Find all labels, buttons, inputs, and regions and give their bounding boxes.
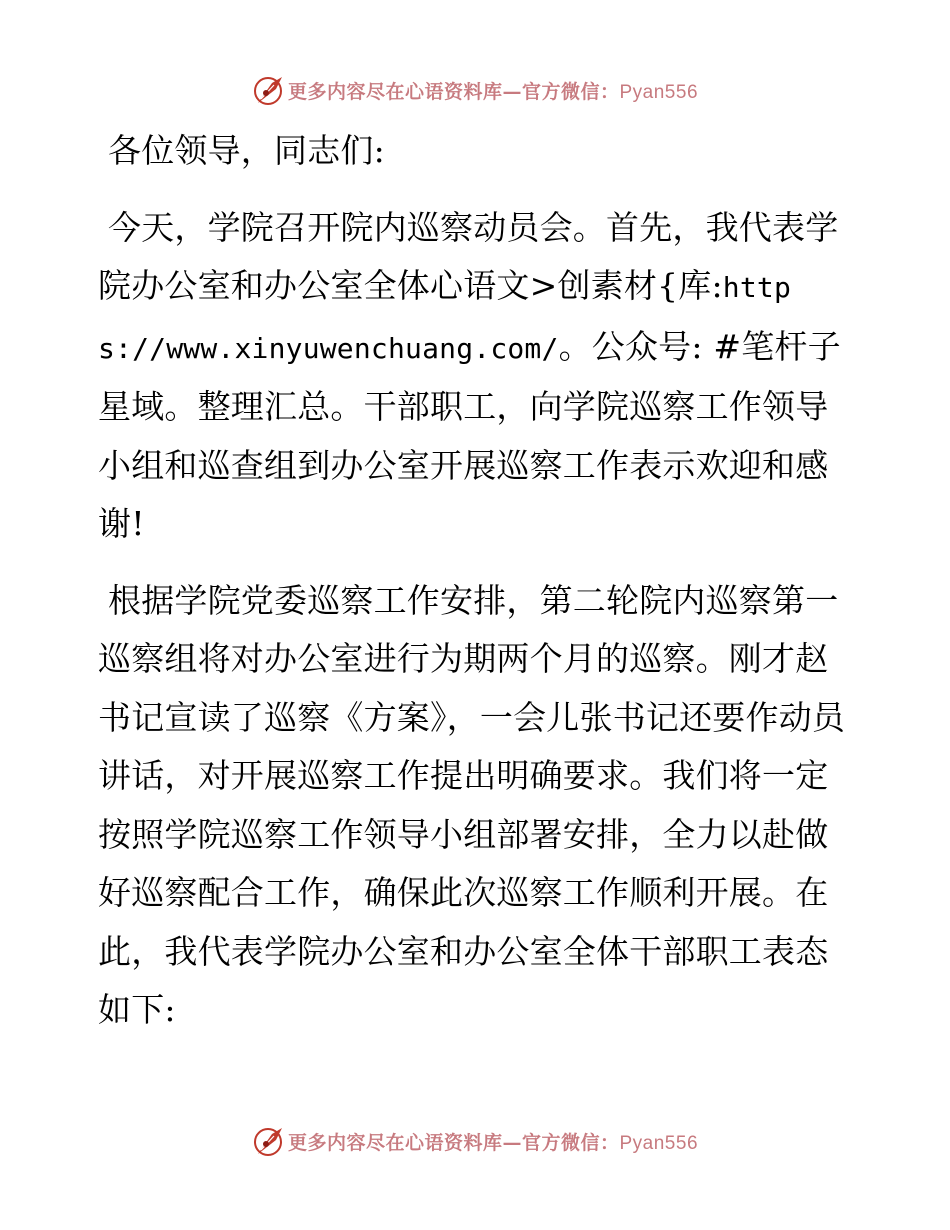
footer-wechat-id: Pyan556 [619, 1132, 699, 1154]
salutation: 各位领导，同志们: [108, 131, 385, 170]
footer-banner-text: 更多内容尽在心语资料库—官方微信：Pyan556 [287, 1131, 699, 1154]
document-body [98, 122, 850, 1058]
header-banner [0, 70, 950, 110]
footer-banner [0, 1121, 950, 1161]
paragraph-2: 根据学院党委巡察工作安排，第二轮院内巡察第一巡察组将对办公室进行为期两个月的巡察。刚才赵书记宣读了巡察《方案》，一会儿张书记还要作动员讲话，对开展巡察工作提出明确要求。我们将一定按照学院巡察工作领导小组部署安排，全力以赴做好巡察配合工作，确保此次巡察工作顺利开展。在此，我代表学院办公室和办公室全体干部职工表态如下: [98, 580, 846, 1029]
quill-logo-icon [252, 1124, 286, 1158]
header-wechat-id: Pyan556 [619, 81, 699, 103]
paragraph-1-part1: 今天，学院召开院内巡察动员会。首先，我代表学院办公室和办公室全体心语文>创素材{库: [98, 207, 839, 305]
paragraph-1-url: https://www.xinyuwenchuang.com/ [98, 271, 791, 365]
header-banner-text: 更多内容尽在心语资料库—官方微信：Pyan556 [287, 80, 699, 103]
paragraph-1 [98, 199, 850, 554]
paragraph-1-part2: 。公众号: #笔杆子星域。整理汇总。干部职工，向学院巡察工作领导小组和巡查组到办公室开展巡察工作表示欢迎和感谢! [98, 326, 841, 543]
quill-logo-icon [252, 73, 286, 107]
